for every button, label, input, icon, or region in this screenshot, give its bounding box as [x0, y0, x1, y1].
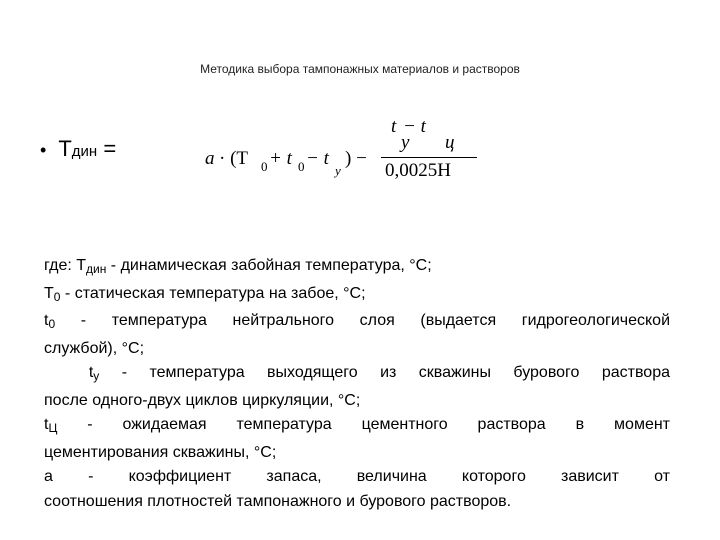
numerator-minus-t: − t — [403, 116, 426, 137]
formula-plus-t: + t — [269, 148, 292, 169]
lhs-symbol: T — [58, 136, 72, 161]
def-line: службой), °С; — [44, 339, 145, 357]
equals-sign: = — [103, 136, 117, 161]
def-text: t — [44, 416, 49, 433]
def-text: - температура нейтрального слоя (выдается гидрогеологической — [55, 312, 670, 329]
def-text: - статическая температура на забое, °С; — [60, 284, 366, 302]
def-text: где: T — [44, 257, 87, 274]
formula-lhs — [40, 136, 116, 162]
def-line: соотношения плотностей тампонажного и бурового растворов. — [44, 492, 512, 510]
def-text: T — [44, 284, 54, 302]
formula-minus-t: − t — [306, 148, 329, 169]
definitions — [44, 254, 670, 514]
formula-coef-a: a — [205, 148, 215, 169]
def-line — [44, 413, 670, 441]
slide-title: Методика выбора тампонажных материалов и растворов — [200, 62, 520, 76]
def-line — [44, 361, 670, 389]
def-text: - ожидаемая температура цементного раствора в момент — [57, 416, 670, 433]
def-text: t — [44, 312, 49, 329]
formula — [205, 112, 485, 192]
numerator-sub-y: y — [401, 132, 410, 153]
formula-sub-0b: 0 — [298, 159, 305, 174]
numerator-t1: t — [391, 116, 397, 137]
def-sub: Ц — [48, 421, 58, 435]
bullet-icon: • — [40, 140, 47, 160]
def-text: t — [44, 364, 94, 381]
formula-open: · (T — [219, 148, 249, 169]
lhs-subscript: дин — [71, 143, 98, 160]
def-text: - динамическая забойная температура, °С; — [106, 257, 432, 274]
def-line — [44, 309, 670, 337]
def-sub: дин — [86, 262, 107, 276]
formula-sub-0: 0 — [261, 159, 268, 174]
def-line: после одного-двух циклов циркуляции, °С; — [44, 391, 361, 409]
formula-sub-y: y — [335, 163, 341, 178]
formula-close: ) − — [345, 148, 367, 169]
def-line — [44, 282, 670, 310]
fraction-bar — [381, 157, 477, 158]
def-sub: у — [93, 369, 100, 383]
def-sub: 0 — [48, 317, 56, 331]
def-line: а - коэффициент запаса, величина которого зависит от — [44, 468, 670, 485]
denominator: 0,0025H — [385, 160, 451, 181]
numerator-sub-c: ц — [445, 132, 455, 153]
def-line — [44, 254, 670, 282]
def-sub: 0 — [53, 289, 61, 304]
def-text: - температура выходящего из скважины бурового раствора — [99, 364, 670, 381]
def-line: цементирования скважины, °С; — [44, 443, 277, 461]
